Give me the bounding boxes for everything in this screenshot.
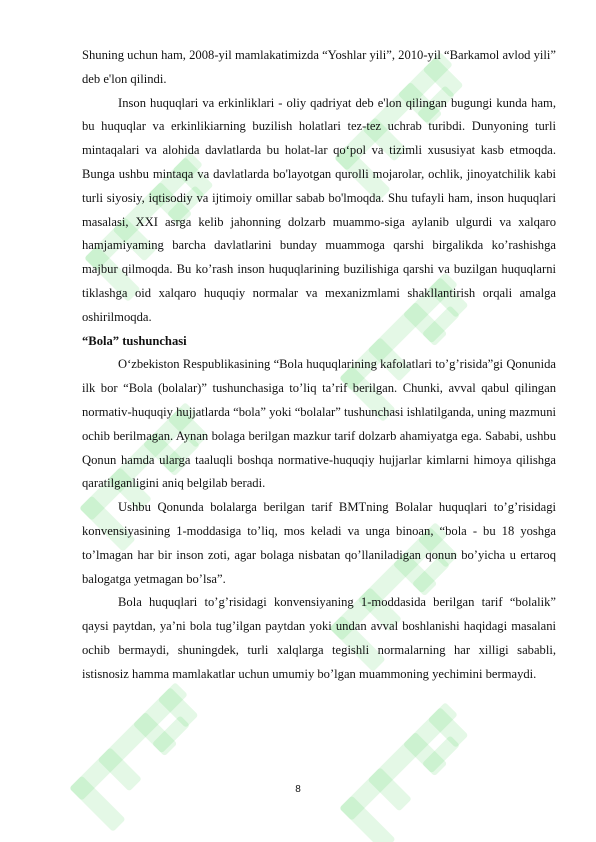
page-number: 8 bbox=[295, 784, 301, 795]
paragraph-4: Ushbu Qonunda bolalarga berilgan tarif BMTning Bolalar huquqlari to’g’risidagi konvensiyasining 1-moddasiga to’liq, mos keladi va unga binoan, “bola - bu 18 yoshga to’lmagan har bir inson zoti, agar bolaga nisbatan qo’llaniladigan qonun bo’yicha u ertaroq balogatga yetmagan bo’lsa”. bbox=[82, 500, 556, 586]
document-body bbox=[82, 44, 556, 687]
paragraph-2: Inson huquqlari va erkinliklari - oliy qadriyat deb e'lon qilingan bugungi kunda ham, bu huquqlar va erkinlikiarning buzilish holatlari tez-tez uchrab turibdi. Dunyoning turli mintaqalari va alohida davlatlarda bu holat-lar qo‘pol va tizimli xususiyat kasb etmoqda. Bunga ushbu mintaqa va davlatlarda bo'layotgan qurolli mojarolar, ochlik, jinoyatchilik kabi turli siyosiy, iqtisodiy va ijtimoiy omillar sabab bo'lmoqda. Shu tufayli ham, inson huquqlari masalasi, XXI asrga kelib jahonning dolzarb muammo-siga aylanib ulgurdi va xalqaro hamjamiyaming barcha davlatlarini bunday muammoga qarshi birgalikda ko’rashishga majbur qilmoqda. Bu ko’rash inson huquqlarining buzilishiga qarshi va buzilgan huquqlarni tiklashga oid xalqaro huquqiy normalar va mexanizmlami shakllantirish orqali amalga oshirilmoqda. bbox=[82, 95, 556, 324]
watermark-logo-icon bbox=[69, 682, 219, 832]
paragraph-5: Bola huquqlari to’g’risidagi konvensiyaning 1-moddasida berilgan tarif “bolalik” qaysi paytdan, ya’ni bola tug’ilgan paytdan yoki undan avval boshlanishi haqidagi masalani ochib bermaydi, shuningdek, turli xalqlarga tegishli normalarning har xilligi sababli, istisnosiz hamma mamlakatlar uchun umumiy bo’lgan muammoning yechimini bermaydi. bbox=[82, 595, 556, 681]
watermark-logo-icon bbox=[339, 702, 489, 842]
section-heading: “Bola” tushunchasi bbox=[82, 333, 187, 348]
paragraph-1: Shuning uchun ham, 2008-yil mamlakatimizda “Yoshlar yili”, 2010-yil “Barkamol avlod yili” deb e'lon qilindi. bbox=[82, 48, 556, 86]
paragraph-3: O‘zbekiston Respublikasining “Bola huquqlarining kafolatlari to’g’risida”gi Qonunida ilk bor “Bola (bolalar)” tushunchasiga to’liq ta’rif berilgan. Chunki, avval qabul qilingan normativ-huquqiy hujjatlarda “bola” yoki “bolalar” tushunchasi ishlatilganda, uning mazmuni ochib berilmagan. Aynan bolaga berilgan mazkur tarif dolzarb ahamiyatga ega. Sababi, ushbu Qonun hamda ularga taaluqli boshqa normative-huquqiy hujjarlar kimlarni himoya qilishga qaratilganligini aniq belgilab beradi. bbox=[82, 357, 556, 491]
